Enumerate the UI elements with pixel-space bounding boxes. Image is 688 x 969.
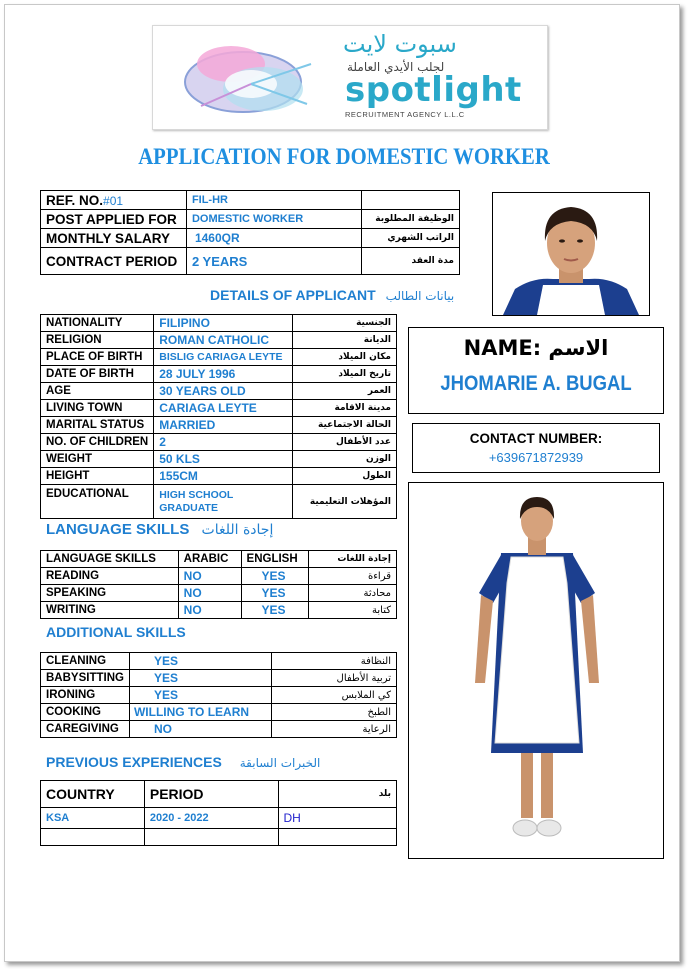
empty-cell — [144, 829, 278, 846]
applicant-name: JHOMARIE A. BUGAL — [440, 372, 632, 395]
skill-value: YES — [129, 687, 271, 704]
skill-arabic: الطبخ — [271, 704, 396, 721]
table-row — [41, 191, 460, 210]
language-english: YES — [241, 568, 309, 585]
detail-label: PLACE OF BIRTH — [41, 349, 154, 366]
exp-position: DH — [278, 808, 397, 829]
table-row — [41, 210, 460, 229]
detail-value: ROMAN CATHOLIC — [154, 332, 293, 349]
additional-skills-heading: ADDITIONAL SKILLS — [46, 624, 186, 640]
skill-arabic: النظافة — [271, 653, 396, 670]
portrait-figure — [493, 193, 649, 315]
detail-value: BISLIG CARIAGA LEYTE — [154, 349, 293, 366]
logo-brand: spotlight — [345, 70, 522, 110]
table-row — [41, 248, 460, 275]
detail-arabic: عدد الأطفال — [292, 434, 396, 451]
language-heading-ar: إجادة اللغات — [201, 522, 274, 538]
table-row — [41, 808, 397, 829]
detail-label: DATE OF BIRTH — [41, 366, 154, 383]
detail-label: EDUCATIONAL — [41, 485, 154, 519]
experience-heading-ar: الخبرات السابقة — [239, 756, 321, 770]
detail-arabic: الوزن — [292, 451, 396, 468]
table-row — [41, 383, 397, 400]
salary-value: 1460QR — [186, 229, 361, 248]
skill-name: BABYSITTING — [41, 670, 130, 687]
detail-value: FILIPINO — [154, 315, 293, 332]
table-row — [41, 585, 397, 602]
header-country: COUNTRY — [41, 781, 145, 808]
language-skill: WRITING — [41, 602, 179, 619]
table-row — [41, 602, 397, 619]
skill-name: CLEANING — [41, 653, 130, 670]
table-row — [41, 451, 397, 468]
detail-arabic: الديانة — [292, 332, 396, 349]
job-info-table — [40, 190, 460, 275]
ref-value: #01 — [103, 193, 124, 208]
table-header-row — [41, 551, 397, 568]
contract-arabic: مدة العقد — [362, 248, 460, 275]
exp-country: KSA — [41, 808, 145, 829]
header-arabic-label: إجادة اللغات — [309, 551, 397, 568]
experience-heading-en: PREVIOUS EXPERIENCES — [46, 754, 222, 770]
detail-label: NATIONALITY — [41, 315, 154, 332]
details-heading-en: DETAILS OF APPLICANT — [210, 287, 376, 303]
language-arabic: NO — [178, 602, 241, 619]
ref-cell — [41, 191, 187, 210]
empty-cell — [41, 829, 145, 846]
skill-name: CAREGIVING — [41, 721, 130, 738]
detail-arabic: الجنسية — [292, 315, 396, 332]
post-arabic: الوظيفة المطلوبة — [362, 210, 460, 229]
detail-arabic: الطول — [292, 468, 396, 485]
detail-value: 50 KLS — [154, 451, 293, 468]
skill-arabic: كي الملابس — [271, 687, 396, 704]
empty-cell — [278, 829, 397, 846]
language-arabic: NO — [178, 568, 241, 585]
skill-value: NO — [129, 721, 271, 738]
exp-period: 2020 - 2022 — [144, 808, 278, 829]
table-row — [41, 229, 460, 248]
skill-arabic: تربية الأطفال — [271, 670, 396, 687]
detail-label: MARITAL STATUS — [41, 417, 154, 434]
detail-arabic: الحالة الاجتماعية — [292, 417, 396, 434]
page-title: APPLICATION FOR DOMESTIC WORKER — [138, 144, 550, 169]
language-arabic-label: محادثة — [309, 585, 397, 602]
detail-value: HIGH SCHOOL GRADUATE — [154, 485, 293, 519]
skill-arabic: الرعاية — [271, 721, 396, 738]
detail-label: LIVING TOWN — [41, 400, 154, 417]
detail-value: CARIAGA LEYTE — [154, 400, 293, 417]
detail-value: MARRIED — [154, 417, 293, 434]
table-row — [41, 417, 397, 434]
detail-label: AGE — [41, 383, 154, 400]
language-english: YES — [241, 602, 309, 619]
language-heading-en: LANGUAGE SKILLS — [46, 521, 190, 538]
table-header-row — [41, 781, 397, 808]
logo-arabic-tagline: لجلب الأيدي العاملة — [347, 60, 445, 74]
table-row — [41, 687, 397, 704]
table-row — [41, 366, 397, 383]
contact-box — [412, 423, 660, 473]
salary-label: MONTHLY SALARY — [41, 229, 187, 248]
details-heading — [210, 287, 454, 303]
empty-cell — [362, 191, 460, 210]
table-row — [41, 349, 397, 366]
logo-arabic-name: سبوت لايت — [343, 30, 457, 58]
detail-value: 155CM — [154, 468, 293, 485]
language-skill: READING — [41, 568, 179, 585]
post-value: DOMESTIC WORKER — [186, 210, 361, 229]
header-english: ENGLISH — [241, 551, 309, 568]
detail-arabic: تاريخ الميلاد — [292, 366, 396, 383]
language-arabic-label: قراءة — [309, 568, 397, 585]
header-period: PERIOD — [144, 781, 278, 808]
experience-table — [40, 780, 397, 846]
table-row — [41, 468, 397, 485]
contract-value: 2 YEARS — [186, 248, 361, 275]
ref-label: REF. NO. — [46, 192, 104, 208]
table-row — [41, 704, 397, 721]
post-label: POST APPLIED FOR — [41, 210, 187, 229]
contract-label: CONTRACT PERIOD — [41, 248, 187, 275]
language-english: YES — [241, 585, 309, 602]
language-arabic-label: كتابة — [309, 602, 397, 619]
detail-value: 30 YEARS OLD — [154, 383, 293, 400]
skill-value: YES — [129, 653, 271, 670]
header-skill: LANGUAGE SKILLS — [41, 551, 179, 568]
skill-name: COOKING — [41, 704, 130, 721]
contact-number: +639671872939 — [488, 450, 584, 465]
language-arabic: NO — [178, 585, 241, 602]
table-row — [41, 315, 397, 332]
contact-label: CONTACT NUMBER: — [469, 431, 603, 446]
ref-code: FIL-HR — [186, 191, 361, 210]
language-heading — [46, 521, 273, 538]
header-arabic: ARABIC — [178, 551, 241, 568]
additional-skills-table — [40, 652, 397, 738]
detail-label: NO. OF CHILDREN — [41, 434, 154, 451]
detail-label: WEIGHT — [41, 451, 154, 468]
skill-value: YES — [129, 670, 271, 687]
full-body-figure — [409, 483, 663, 858]
agency-logo — [152, 25, 548, 130]
detail-label: HEIGHT — [41, 468, 154, 485]
skill-name: IRONING — [41, 687, 130, 704]
name-box — [408, 327, 664, 414]
table-row — [41, 670, 397, 687]
table-row — [41, 332, 397, 349]
detail-arabic: مكان الميلاد — [292, 349, 396, 366]
language-skills-table — [40, 550, 397, 619]
name-label-row — [409, 336, 663, 360]
detail-value: 2 — [154, 434, 293, 451]
experience-heading — [46, 754, 320, 770]
portrait-photo — [492, 192, 650, 316]
table-row — [41, 485, 397, 519]
language-skill: SPEAKING — [41, 585, 179, 602]
table-row — [41, 653, 397, 670]
table-row — [41, 568, 397, 585]
skill-value: WILLING TO LEARN — [129, 704, 271, 721]
detail-arabic: المؤهلات التعليمية — [292, 485, 396, 519]
logo-subtitle: RECRUITMENT AGENCY L.L.C — [345, 110, 465, 119]
detail-arabic: مدينة الاقامة — [292, 400, 396, 417]
applicant-details-table — [40, 314, 397, 519]
detail-label: RELIGION — [41, 332, 154, 349]
table-row — [41, 721, 397, 738]
table-row — [41, 829, 397, 846]
header-country-ar: بلد — [278, 781, 397, 808]
name-label-ar: الاسم — [548, 336, 609, 360]
salary-arabic: الراتب الشهري — [362, 229, 460, 248]
table-row — [41, 400, 397, 417]
detail-value: 28 JULY 1996 — [154, 366, 293, 383]
details-heading-ar: بيانات الطالب — [385, 289, 455, 303]
full-body-photo — [408, 482, 664, 859]
logo-emblem-icon — [181, 34, 337, 119]
table-row — [41, 434, 397, 451]
detail-arabic: العمر — [292, 383, 396, 400]
name-label: NAME: — [463, 336, 542, 360]
